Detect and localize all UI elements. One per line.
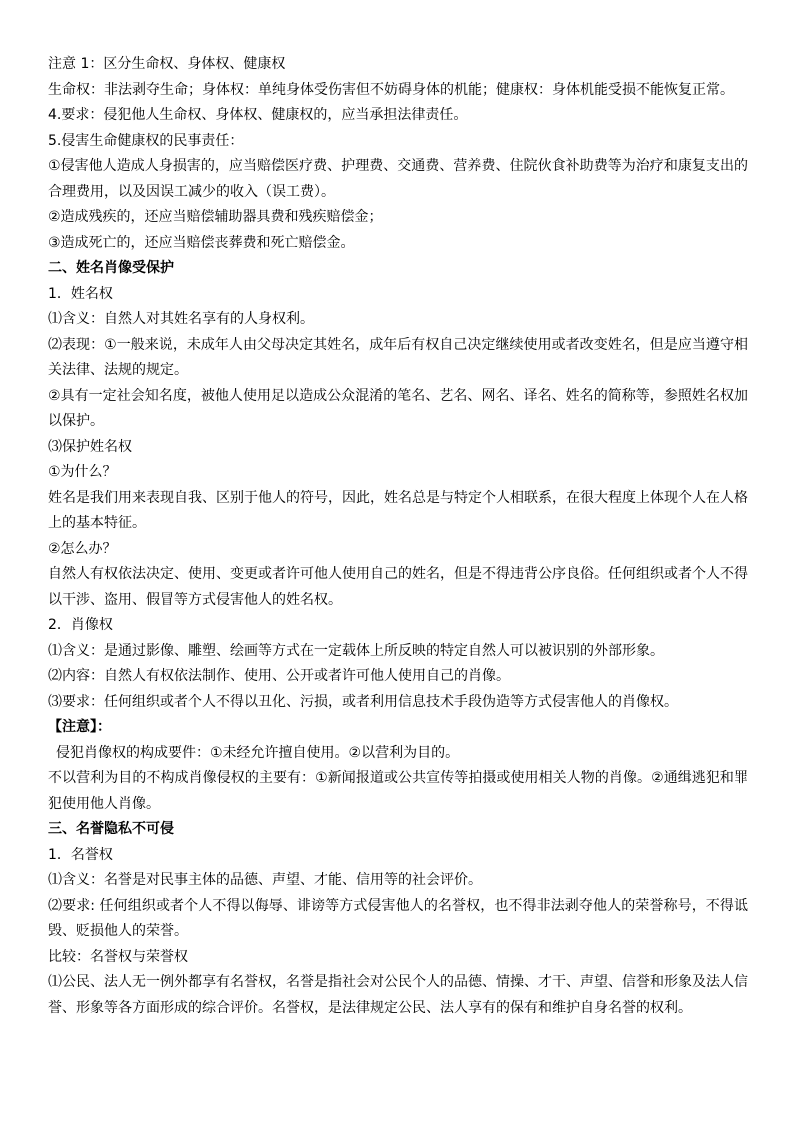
- text-line: ⑴含义：是通过影像、雕塑、绘画等方式在一定载体上所反映的特定自然人可以被识别的外部形象。: [48, 642, 664, 659]
- text-line: 1．姓名权: [48, 285, 113, 302]
- text-line: ⑶要求：任何组织或者个人不得以丑化、污损，或者利用信息技术手段伪造等方式侵害他人的肖像权。: [48, 693, 678, 710]
- text-line: ⑶保护姓名权: [48, 438, 132, 455]
- text-line: ②怎么办？: [48, 540, 117, 557]
- text-line: ⑴含义：名誉是对民事主体的品德、声望、才能、信用等的社会评价。: [48, 872, 482, 888]
- text-paragraph: ②具有一定社会知名度，被他人使用足以造成公众混淆的笔名、艺名、网名、译名、姓名的简称等，参照姓名权加以保护。: [48, 387, 748, 429]
- text-line: ③造成死亡的，还应当赔偿丧葬费和死亡赔偿金。: [48, 234, 355, 251]
- text-paragraph: 姓名是我们用来表现自我、区别于他人的符号，因此，姓名总是与特定个人相联系，在很大程度上体现个人在人格上的基本特征。: [48, 489, 748, 531]
- text-line: 1．名誉权: [48, 846, 113, 863]
- text-paragraph: 生命权：非法剥夺生命；身体权：单纯身体受伤害但不妨碍身体的机能；健康权：身体机能受损不能恢复正常。: [48, 81, 734, 98]
- text-line: 注意 1：区分生命权、身体权、健康权: [48, 56, 286, 72]
- text-line: ⑴含义：自然人对其姓名享有的人身权利。: [48, 311, 314, 327]
- text-paragraph: 不以营利为目的不构成肖像侵权的主要有：①新闻报道或公共宣传等拍摄或使用相关人物的肖像。②通缉逃犯和罪犯使用他人肖像。: [48, 770, 748, 812]
- text-paragraph: ①侵害他人造成人身损害的，应当赔偿医疗费、护理费、交通费、营养费、住院伙食补助费等为治疗和康复支出的合理费用，以及因误工减少的收入（误工费）。: [48, 158, 748, 200]
- text-line: 2．肖像权: [48, 617, 113, 633]
- text-line: 比较：名誉权与荣誉权: [48, 948, 188, 965]
- text-paragraph: 自然人有权依法决定、使用、变更或者许可他人使用自己的姓名，但是不得违背公序良俗。任何组织或者个人不得以干涉、盗用、假冒等方式侵害他人的姓名权。: [48, 566, 748, 608]
- text-line: 5.侵害生命健康权的民事责任：: [48, 132, 244, 149]
- text-line: ②造成残疾的，还应当赔偿辅助器具费和残疾赔偿金；: [48, 209, 383, 225]
- text-paragraph: ⑵要求: 任何组织或者个人不得以侮辱、诽谤等方式侵害他人的名誉权，也不得非法剥夺他人的荣誉称号，不得诋毁、贬损他人的荣誉。: [48, 897, 748, 939]
- note-heading: 【注意】：: [48, 719, 111, 735]
- text-line: ①为什么？: [48, 464, 117, 480]
- text-paragraph: ⑴公民、法人无一例外都享有名誉权，名誉是指社会对公民个人的品德、情操、才干、声望、信誉和形象及法人信誉、形象等各方面形成的综合评价。名誉权，是法律规定公民、法人享有的保有和维护自身名誉的权利。: [48, 974, 748, 1016]
- text-line: 4.要求：侵犯他人生命权、身体权、健康权的，应当承担法律责任。: [48, 107, 468, 123]
- section-heading: 二、姓名肖像受保护: [48, 260, 174, 276]
- text-paragraph: ⑵表现：①一般来说，未成年人由父母决定其姓名，成年后有权自己决定继续使用或者改变姓名，但是应当遵守相关法律、法规的规定。: [48, 336, 748, 378]
- text-line: ⑵内容：自然人有权依法制作、使用、公开或者许可他人使用自己的肖像。: [48, 668, 510, 684]
- document-page: [48, 52, 748, 1021]
- section-heading: 三、名誉隐私不可侵: [48, 821, 174, 837]
- text-line: 侵犯肖像权的构成要件：①未经允许擅自使用。②以营利为目的。: [56, 744, 460, 761]
